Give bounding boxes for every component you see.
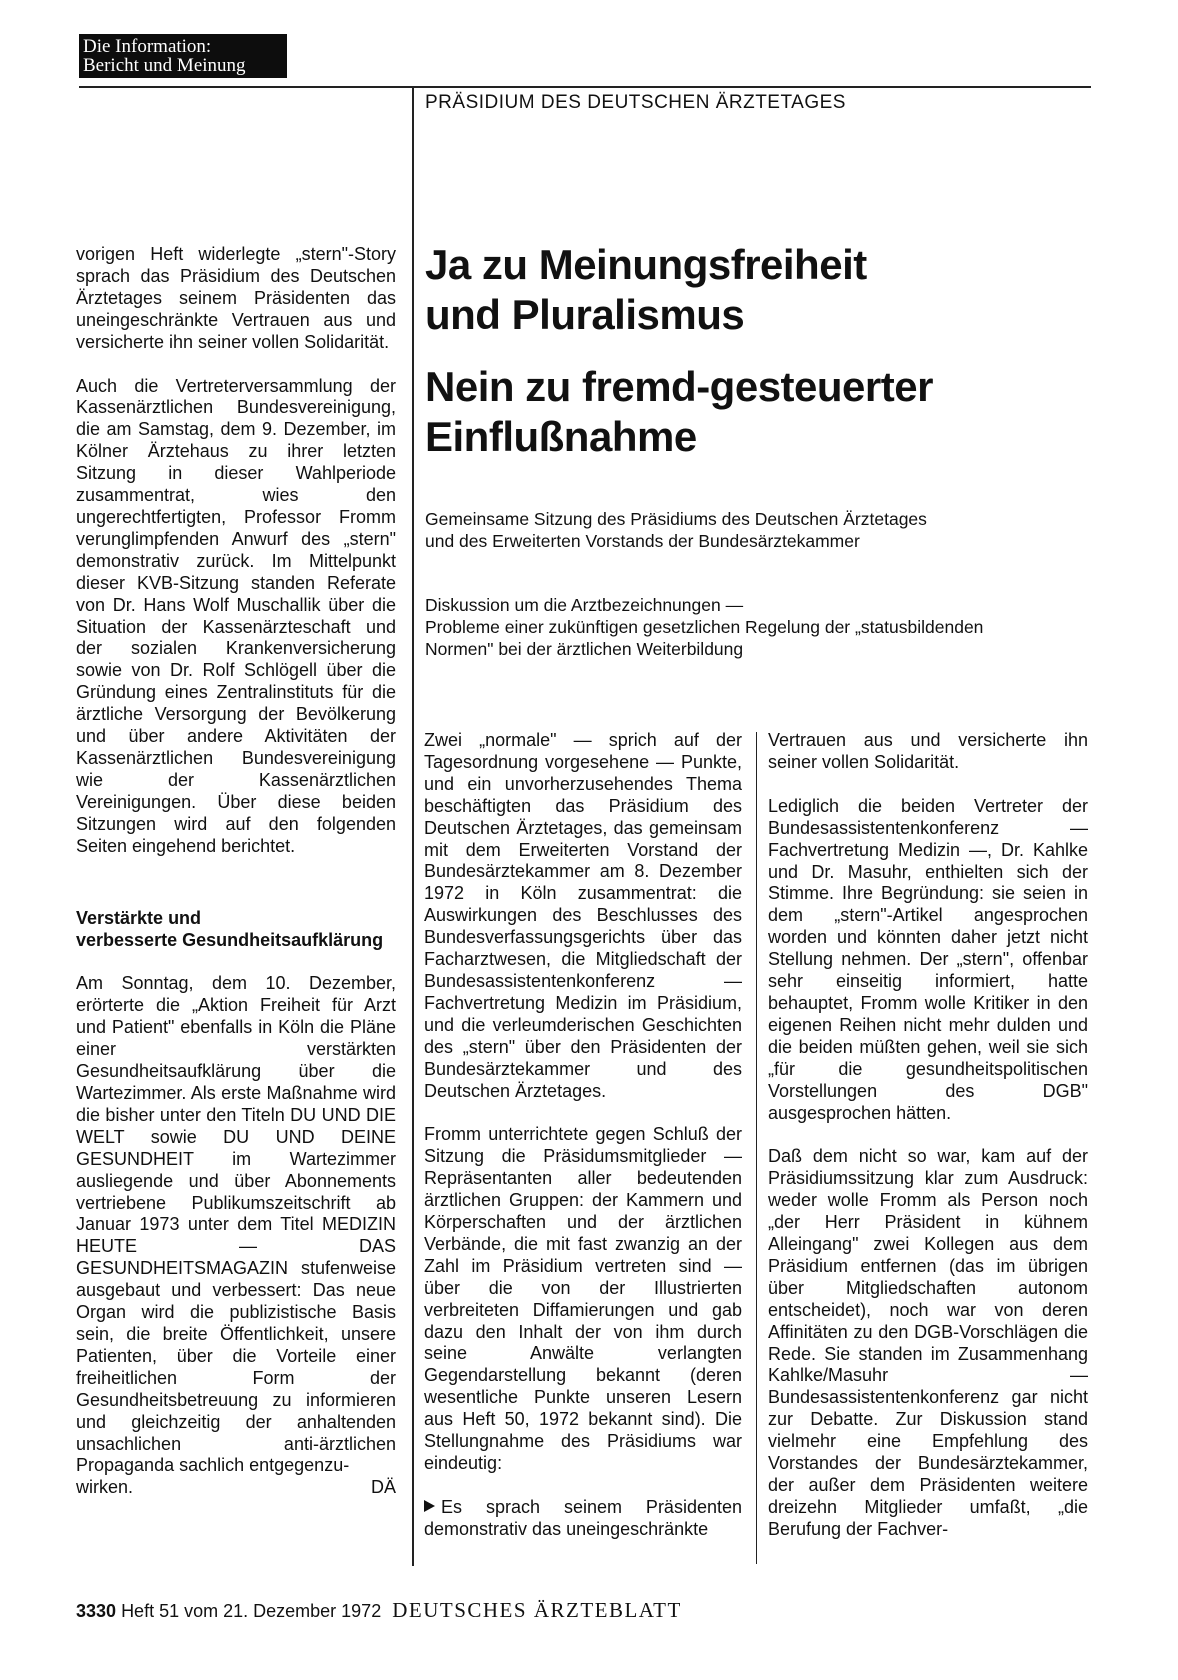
page-footer [76,1598,682,1623]
bullet-text: Es sprach seinem Präsidenten demonstrativ das uneingeschränkte [424,1496,742,1539]
rubric-line-2: Bericht und Meinung [83,55,246,76]
left-paragraph-3-end: wirken. [76,1477,134,1498]
page-number: 3330 [76,1601,117,1621]
issue-info: Heft 51 vom 21. Dezember 1972 [121,1601,382,1621]
headline-primary-line-1: Ja zu Meinungsfreiheit [425,241,867,288]
subheading-topics-line-1: Diskussion um die Arztbezeichnungen — [425,595,744,615]
right-paragraph-1: Vertrauen aus und versicherte ihn seiner vollen Solidarität. [768,730,1088,772]
signoff-line [76,1477,396,1499]
headline-secondary [425,362,1085,462]
middle-column [424,730,742,1563]
section-title: PRÄSIDIUM DES DEUTSCHEN ÄRZTETAGES [425,92,846,113]
middle-paragraph-1: Zwei „normale" — sprich auf der Tagesordnung vorgesehene — Punkte, und ein unvorherzusehendes Thema beschäftigten das Präsidium des Deutschen Ärztetages, das gemeinsam mit dem Erweiterten Vorstand der Bundesärztekammer am 8. Dezember 1972 in Köln zusammentrat: die Auswirkungen des Beschlusses des Bundesverfassungsgerichts über das Facharztwesen, die Mitgliedschaft der Bundesassistentenkonferenz — Fachvertretung Medizin im Präsidium, und die verleumderischen Geschichten des „stern" über den Präsidenten der Bundesärztekammer und des Deutschen Ärztetages. [424,730,742,1101]
subheading-meeting-line-2: und des Erweiterten Vorstands der Bundesärztekammer [425,531,860,551]
subsection-heading-line-2: verbesserte Gesundheitsaufklärung [76,930,384,951]
middle-paragraph-2: Fromm unterrichtete gegen Schluß der Sitzung die Präsidumsmitglieder — Repräsentanten aller bedeutenden ärztlichen Gruppen: der Kammern und Körperschaften und der ärztlichen Verbände, die mit fast zwanzig an der Zahl im Präsidium vertreten sind — über die von der Illustrierten verbreiteten Diffamierungen und gab dazu den Inhalt der von ihm durch seine Anwälte verlangten Gegendarstellung bekannt (deren wesentliche Punkte unseren Lesern aus Heft 50, 1972 bekannt sind). Die Stellungnahme des Präsidiums war eindeutig: [424,1124,742,1473]
top-rule [79,86,1091,88]
column-divider [412,86,414,1566]
headline-secondary-line-1: Nein zu fremd-gesteuerter [425,363,933,410]
headline-primary-line-2: und Pluralismus [425,291,745,338]
article-column-divider [756,732,757,1564]
left-paragraph-3: Am Sonntag, dem 10. Dezember, erörterte die „Aktion Freiheit für Arzt und Patient" ebenfalls in Köln die Pläne einer verstärkten Gesundheitsaufklärung über die Wartezimmer. Als erste Maßnahme wird die bisher unter den Titeln DU UND DIE WELT sowie DU UND DEINE GESUNDHEIT im Wartezimmer ausliegende und über Abonnements vertriebene Publikumszeitschrift ab Januar 1973 unter dem Titel MEDIZIN HEUTE — DAS GESUNDHEITSMAGAZIN stufenweise ausgebaut und verbessert: Das neue Organ wird die publizistische Basis sein, die breite Öffentlichkeit, unsere Patienten, über die Vorteile einer freiheitlichen Form der Gesundheitsbetreuung zu informieren und gleichzeitig der anhaltenden unsachlichen anti-ärztlichen Propaganda sachlich entgegenzu- [76,973,396,1476]
subheading-topics [425,594,1105,660]
left-paragraph-1: vorigen Heft widerlegte „stern"-Story sprach das Präsidium des Deutschen Ärztetages seinem Präsidenten das uneingeschränkte Vertrauen aus und versicherte ihn seiner vollen Solidarität. [76,244,396,352]
section-rubric-box [79,34,287,78]
right-paragraph-2: Lediglich die beiden Vertreter der Bundesassistentenkonferenz — Fachvertretung Medizin —, Dr. Kahlke und Dr. Masuhr, enthielten sich der Stimme. Ihre Begründung: sie seien in dem „stern"-Artikel angesprochen worden und könnten daher jetzt nicht Stellung nehmen. Der „stern", offenbar sehr einseitig informiert, hatte behauptet, Fromm wolle Kritiker in den eigenen Reihen nicht mehr dulden und die beiden müßten gehen, weil sie sich „für die gesundheitspolitischen Vorstellungen des DGB" ausgesprochen hätten. [768,795,1088,1123]
magazine-name: DEUTSCHES ÄRZTEBLATT [392,1598,682,1622]
left-subsection [76,907,396,1499]
right-paragraph-3: Daß dem nicht so war, kam auf der Präsidiumssitzung klar zum Ausdruck: weder wolle Fromm als Person noch „der Herr Präsident in kühnem Alleingang" zwei Kollegen aus dem Präsidium entfernen (das im übrigen über Mitgliedschaften autonom entscheidet), noch war von deren Affinitäten zu den DGB-Vorschlägen die Rede. Sie standen im Zusammenhang Kahlke/Masuhr — Bundesassistentenkonferenz gar nicht zur Debatte. Zur Diskussion stand vielmehr eine Empfehlung des Vorstandes der Bundesärztekammer, der außer dem Präsidenten weitere dreizehn Mitglieder umfaßt, „die Berufung der Fachver- [768,1146,1088,1539]
right-column [768,730,1088,1563]
subheading-meeting-line-1: Gemeinsame Sitzung des Präsidiums des Deutschen Ärztetages [425,509,927,529]
author-signature: DÄ [370,1477,396,1498]
headline-primary [425,240,1085,340]
subheading-topics-line-2: Probleme einer zukünftigen gesetzlichen Regelung der „statusbildenden [425,617,984,637]
left-paragraph-2: Auch die Vertreterversammlung der Kassenärztlichen Bundesvereinigung, die am Samstag, dem 9. Dezember, im Kölner Ärztehaus zu ihrer letzten Sitzung in dieser Wahlperiode zusammentrat, wies den ungerechtfertigten, Professor Fromm verunglimpfenden Anwurf des „stern" demonstrativ zurück. Im Mittelpunkt dieser KVB-Sitzung standen Referate von Dr. Hans Wolf Muschallik über die Situation der Kassenärzteschaft und der sozialen Krankenversicherung sowie von Dr. Rolf Schlögell über die Gründung eines Zentralinstituts für die ärztliche Versorgung der Bevölkerung und über andere Aktivitäten der Kassenärztlichen Bundesvereinigung wie der Kassenärztlichen Vereinigungen. Über diese beiden Sitzungen wird auf den folgenden Seiten eingehend berichtet. [76,375,396,856]
rubric-line-1: Die Information: [83,36,212,57]
headline-secondary-line-2: Einflußnahme [425,413,697,460]
left-column [76,244,396,1499]
bullet-statement [424,1497,742,1541]
subsection-heading-line-1: Verstärkte und [76,908,202,929]
subheading-meeting [425,508,1105,552]
subheading-topics-line-3: Normen" bei der ärztlichen Weiterbildung [425,639,744,659]
triangle-bullet-icon [424,1500,435,1512]
subsection-heading [76,907,396,951]
